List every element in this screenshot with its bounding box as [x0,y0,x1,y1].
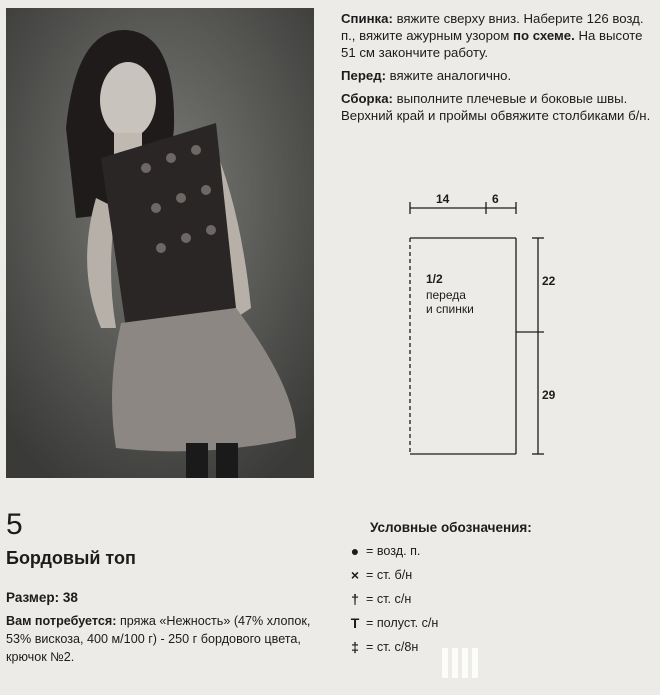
scheme-label-back: и спинки [426,302,474,316]
materials: Вам потребуется: пряжа «Нежность» (47% хлопок, 53% вискоза, 400 м/100 г) - 250 г бордового цвета, крючок №2. [6,614,311,664]
dim-right-lower: 29 [542,388,556,402]
scheme-fraction: 1/2 [426,272,443,286]
instructions [341,10,651,130]
legend-row: ● = возд. п. [344,539,644,563]
size-line: Размер: 38 [6,590,78,605]
pattern-scheme [396,192,566,466]
dim-top-right: 6 [492,192,499,206]
front-instruction: Перед: вяжите аналогично. [341,68,512,83]
back-instruction: Спинка: вяжите сверху вниз. Наберите 126 возд. п., вяжите ажурным узором по схеме. На высоте 51 см закончите работу. [341,11,644,60]
scheme-label-front: переда [426,288,466,302]
half-double-crochet-icon: T [350,615,360,631]
single-crochet-icon: × [350,567,360,583]
model-photo [6,8,314,478]
dim-top-left: 14 [436,192,450,206]
legend-row: × = ст. б/н [344,563,644,587]
legend-row: † = ст. с/н [344,587,644,611]
assembly-instruction: Сборка: выполните плечевые и боковые швы. Верхний край и проймы обвяжите столбиками б/н. [341,91,651,123]
watermark-logo [436,638,656,688]
legend-row: T = полуст. с/н [344,611,644,635]
chain-stitch-icon: ● [350,543,360,559]
pattern-title: Бордовый топ [6,548,136,568]
dim-right-upper: 22 [542,274,556,288]
long-stitch-icon: ‡ [351,639,359,655]
legend-heading: Условные обозначения: [370,520,532,535]
legend-row: ‡ = ст. с/8н [344,635,644,659]
double-crochet-icon: † [351,591,359,607]
pattern-number: 5 [6,508,23,541]
